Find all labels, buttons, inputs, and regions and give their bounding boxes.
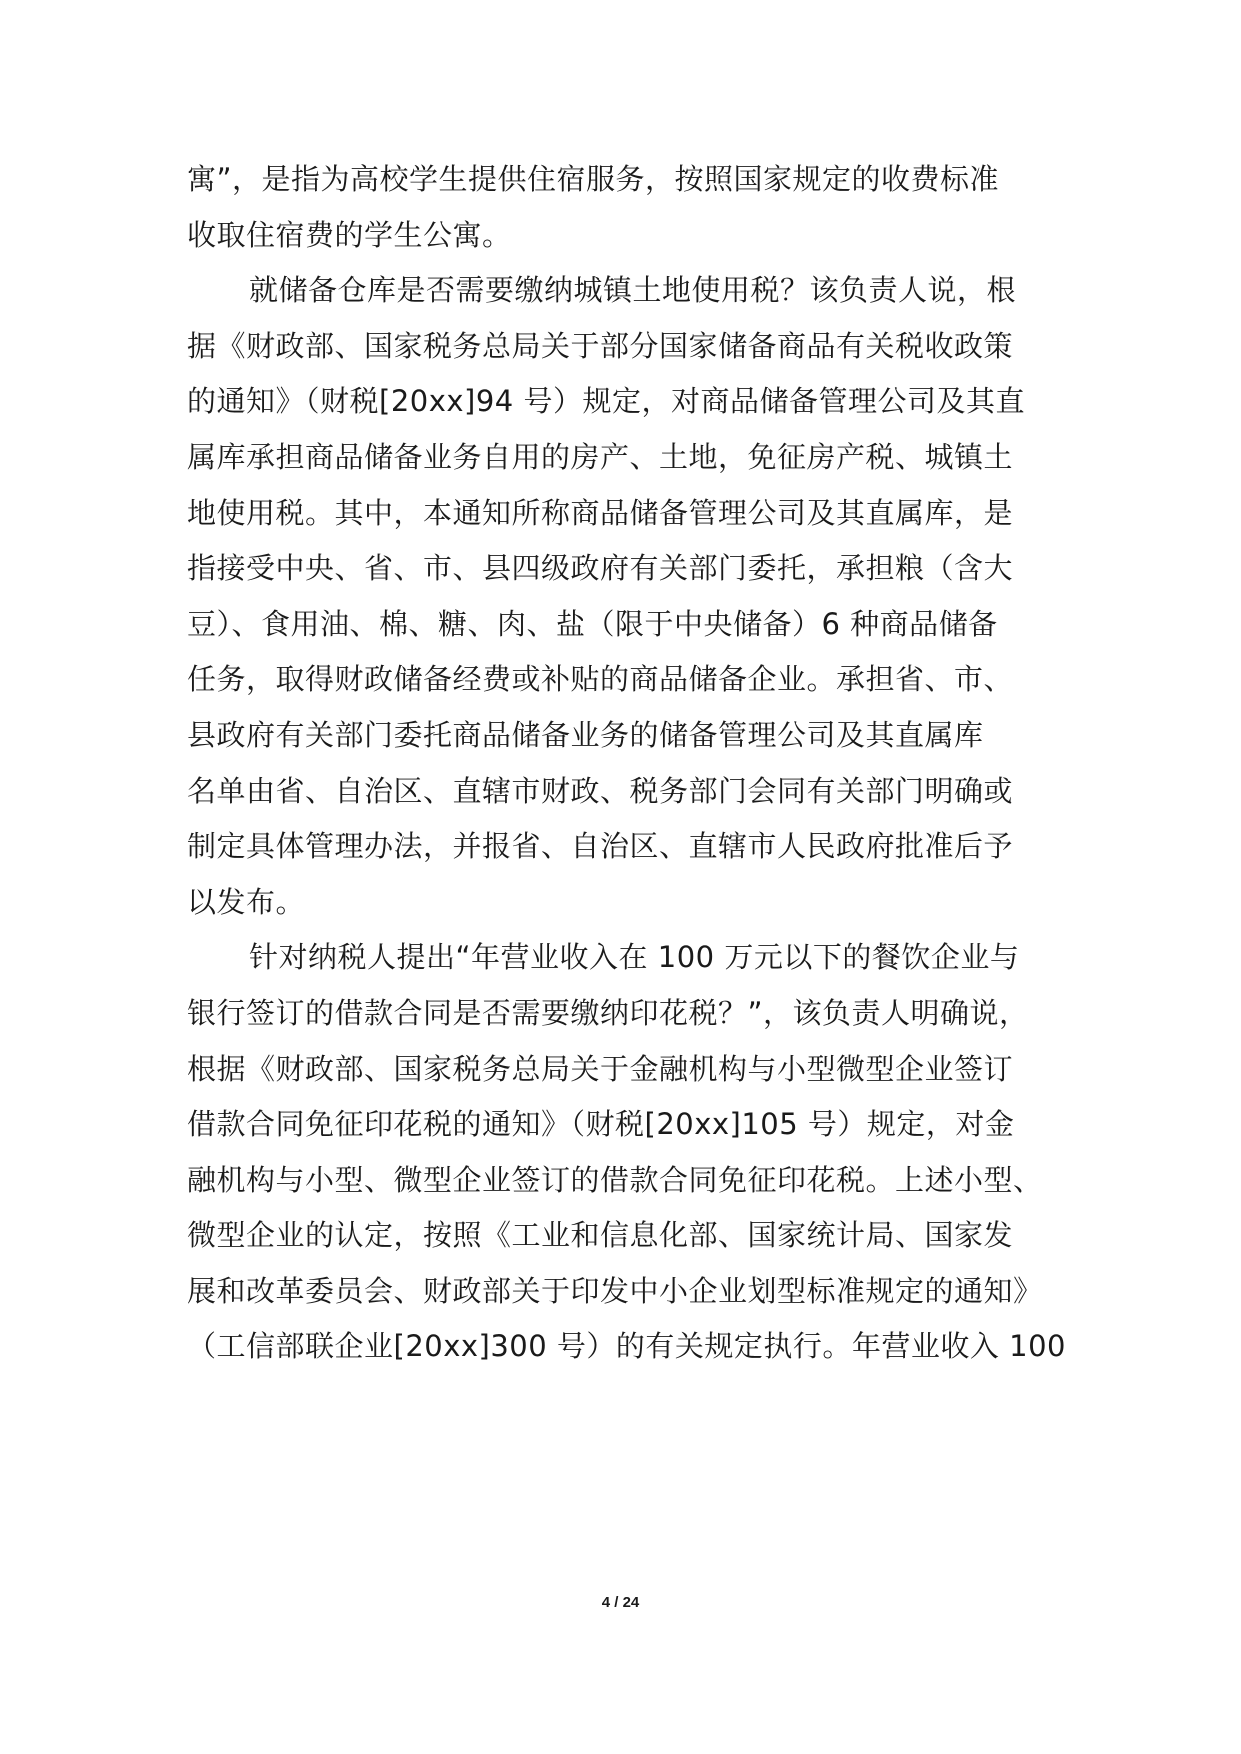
text-line: 展和改革委员会、财政部关于印发中小企业划型标准规定的通知》 bbox=[187, 1273, 1043, 1308]
text-line: 据《财政部、国家税务总局关于部分国家储备商品有关税收政策 bbox=[187, 328, 1014, 363]
paragraph-1 bbox=[187, 152, 1057, 263]
page-number: 4 / 24 bbox=[601, 1594, 640, 1611]
text-line: 属库承担商品储备业务自用的房产、土地，免征房产税、城镇土 bbox=[187, 439, 1014, 474]
text-line: 针对纳税人提出“年营业收入在 100 万元以下的餐饮企业与 bbox=[249, 940, 1020, 975]
text-line: 指接受中央、省、市、县四级政府有关部门委托，承担粮（含大 bbox=[187, 551, 1014, 586]
text-line: 根据《财政部、国家税务总局关于金融机构与小型微型企业签订 bbox=[187, 1051, 1014, 1086]
paragraph-3 bbox=[187, 930, 1066, 1375]
text-line: 名单由省、自治区、直辖市财政、税务部门会同有关部门明确或 bbox=[187, 773, 1014, 808]
text-line: 银行签订的借款合同是否需要缴纳印花税？”，该负责人明确说， bbox=[187, 995, 1029, 1030]
paragraph-2 bbox=[187, 263, 1057, 930]
text-line: （工信部联企业[20xx]300 号）的有关规定执行。年营业收入 100 bbox=[187, 1329, 1066, 1364]
text-line: 任务，取得财政储备经费或补贴的商品储备企业。承担省、市、 bbox=[187, 662, 1014, 697]
text-line: 微型企业的认定，按照《工业和信息化部、国家统计局、国家发 bbox=[187, 1218, 1014, 1253]
text-line: 融机构与小型、微型企业签订的借款合同免征印花税。上述小型、 bbox=[187, 1162, 1043, 1197]
text-line: 县政府有关部门委托商品储备业务的储备管理公司及其直属库 bbox=[187, 717, 984, 752]
text-line: 寓”，是指为高校学生提供住宿服务，按照国家规定的收费标准 bbox=[187, 162, 1000, 196]
text-line: 地使用税。其中，本通知所称商品储备管理公司及其直属库，是 bbox=[187, 495, 1014, 530]
text-line: 制定具体管理办法，并报省、自治区、直辖市人民政府批准后予 bbox=[187, 829, 1014, 864]
text-line: 借款合同免征印花税的通知》（财税[20xx]105 号）规定，对金 bbox=[187, 1107, 1015, 1142]
text-line: 以发布。 bbox=[187, 884, 306, 919]
text-line: 收取住宿费的学生公寓。 bbox=[187, 217, 512, 252]
document-body bbox=[187, 152, 1066, 1375]
text-line: 豆）、食用油、棉、糖、肉、盐（限于中央储备）6 种商品储备 bbox=[187, 606, 998, 641]
text-line: 就储备仓库是否需要缴纳城镇土地使用税？该负责人说，根 bbox=[249, 273, 1017, 308]
text-line: 的通知》（财税[20xx]94 号）规定，对商品储备管理公司及其直 bbox=[187, 384, 1025, 419]
